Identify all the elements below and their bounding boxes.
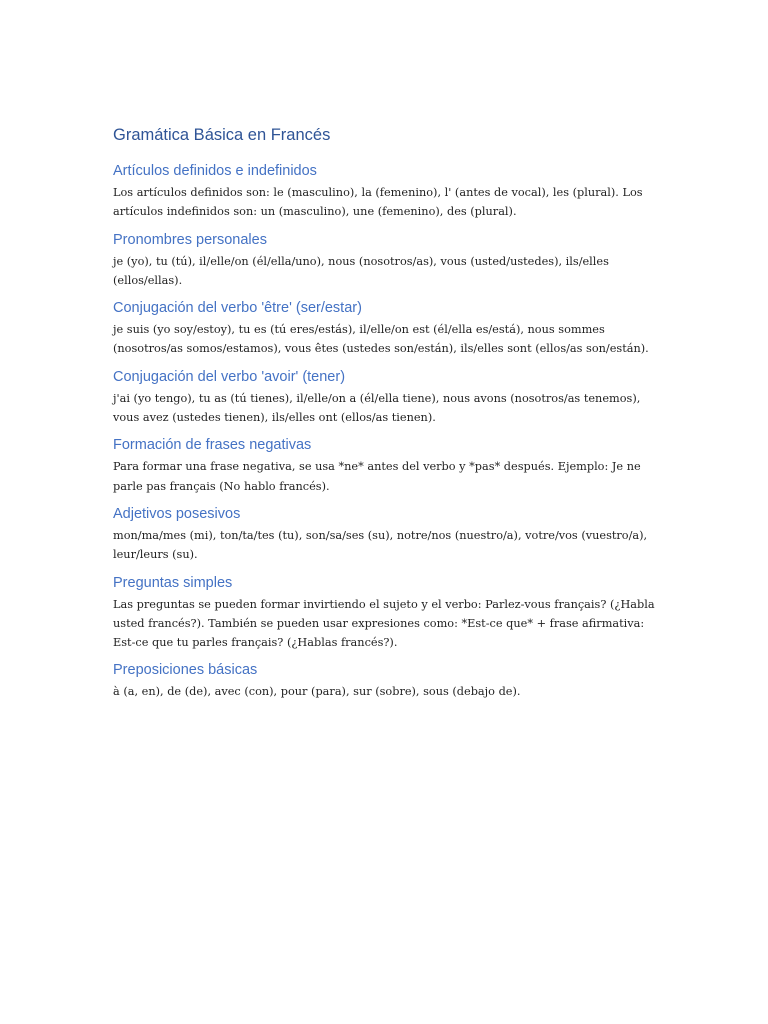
section-posesivos [113,505,663,565]
document-page [113,124,663,711]
document-title: Gramática Básica en Francés [113,126,331,144]
section-etre [113,299,663,359]
section-preguntas [113,574,663,653]
section-heading: Conjugación del verbo 'avoir' (tener) [113,368,346,385]
section-body: Las preguntas se pueden formar invirtiendo el sujeto y el verbo: Parlez-vous français? (¿Habla usted francés?). También se pueden usar expresiones como: *Est-ce que* + frase afirmativa: Est-ce que tu parles français? (¿Hablas francés?). [113,597,655,650]
section-heading: Preguntas simples [113,574,233,591]
section-body: Los artículos definidos son: le (masculino), la (femenino), l' (antes de vocal), les (plural). Los artículos indefinidos son: un (masculino), une (femenino), des (plural). [113,186,643,219]
section-heading: Pronombres personales [113,231,267,248]
section-preposiciones [113,661,663,701]
section-heading: Preposiciones básicas [113,662,258,679]
section-body: je (yo), tu (tú), il/elle/on (él/ella/uno), nous (nosotros/as), vous (usted/ustedes), ils/elles (ellos/ellas). [113,254,609,287]
section-heading: Conjugación del verbo 'être' (ser/estar) [113,300,362,317]
section-body: mon/ma/mes (mi), ton/ta/tes (tu), son/sa/ses (su), notre/nos (nuestro/a), votre/vos (vuestro/a), leur/leurs (su). [113,528,648,562]
section-body: à (a, en), de (de), avec (con), pour (para), sur (sobre), sous (debajo de). [113,685,521,699]
section-body: j'ai (yo tengo), tu as (tú tienes), il/elle/on a (él/ella tiene), nous avons (nosotros/as tenemos), vous avez (ustedes tienen), ils/elles ont (ellos/as tienen). [113,391,641,425]
section-heading: Formación de frases negativas [113,437,312,454]
section-body: Para formar una frase negativa, se usa *ne* antes del verbo y *pas* después. Ejemplo: Je ne parle pas français (No hablo francés). [113,460,641,493]
section-pronombres [113,231,663,291]
section-articulos [113,162,663,222]
section-negativas [113,436,663,496]
section-body: je suis (yo soy/estoy), tu es (tú eres/estás), il/elle/on est (él/ella es/está), nous sommes (nosotros/as somos/estamos), vous êtes (ustedes son/están), ils/elles sont (ellos/as son/están). [113,323,649,356]
section-heading: Artículos definidos e indefinidos [113,163,317,179]
section-avoir [113,368,663,428]
section-heading: Adjetivos posesivos [113,505,241,522]
